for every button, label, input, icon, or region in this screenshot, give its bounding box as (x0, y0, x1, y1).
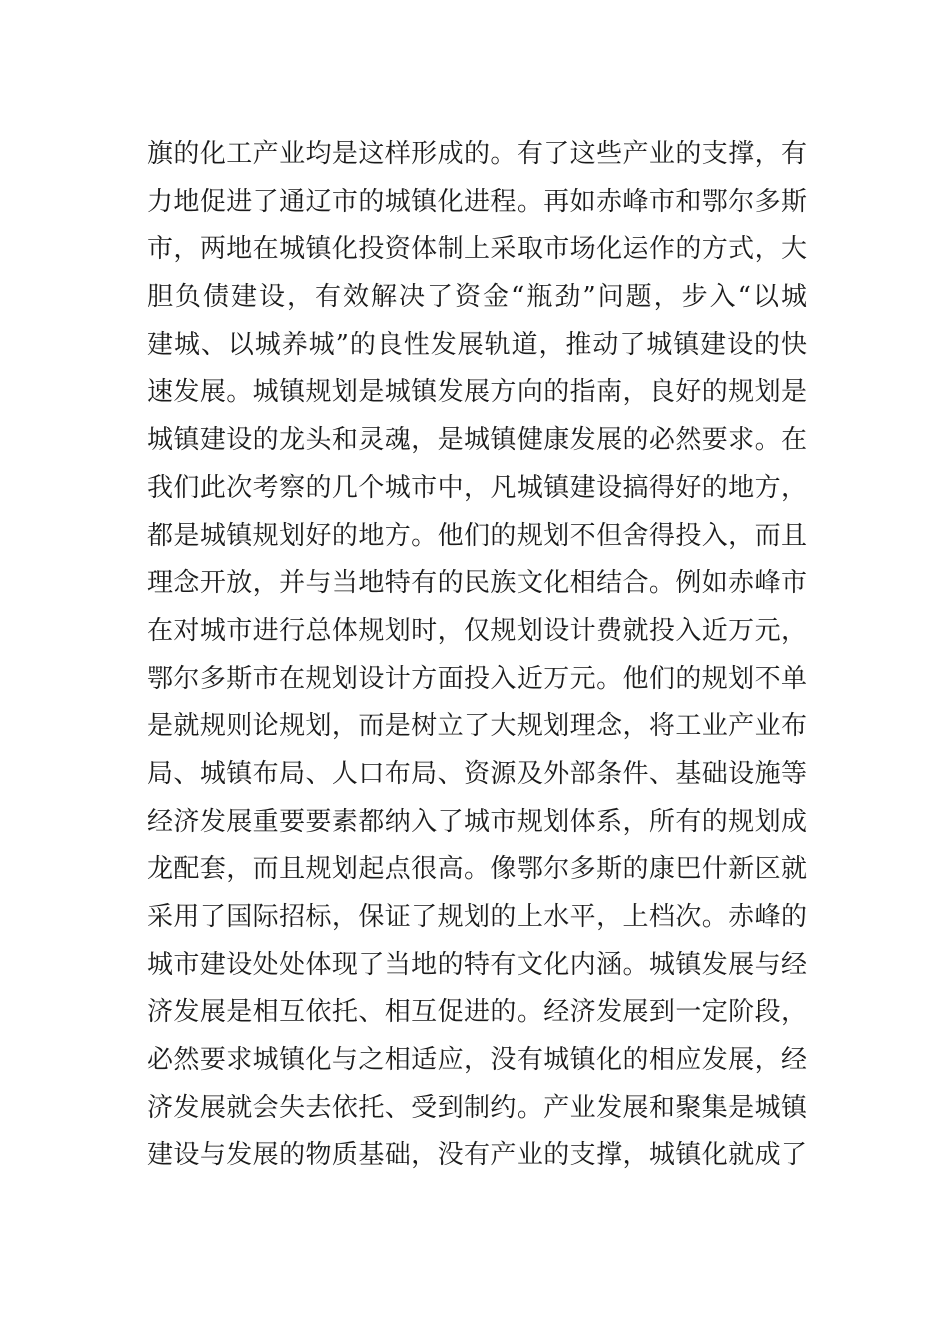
text-line: 城市建设处处体现了当地的特有文化内涵。城镇发展与经 (147, 949, 807, 980)
text-line: 在对城市进行总体规划时，仅规划设计费就投入近万元， (147, 615, 807, 646)
text-line: 胆负债建设，有效解决了资金“瓶劲”问题，步入“以城 (147, 282, 807, 313)
text-line: 鄂尔多斯市在规划设计方面投入近万元。他们的规划不单 (147, 663, 807, 694)
text-line: 旗的化工产业均是这样形成的。有了这些产业的支撑，有 (147, 139, 807, 169)
text-line: 建设与发展的物质基础，没有产业的支撑，城镇化就成了 (147, 1140, 807, 1171)
text-line: 是就规则论规划，而是树立了大规划理念，将工业产业布 (147, 711, 807, 742)
text-line: 济发展就会失去依托、受到制约。产业发展和聚集是城镇 (147, 1092, 807, 1123)
text-line: 理念开放，并与当地特有的民族文化相结合。例如赤峰市 (147, 568, 807, 599)
body-text (147, 131, 807, 1180)
text-line: 速发展。城镇规划是城镇发展方向的指南，良好的规划是 (147, 377, 807, 408)
text-line: 经济发展重要要素都纳入了城市规划体系，所有的规划成 (147, 806, 807, 837)
text-line: 采用了国际招标，保证了规划的上水平，上档次。赤峰的 (147, 902, 807, 932)
text-line: 局、城镇布局、人口布局、资源及外部条件、基础设施等 (147, 758, 807, 789)
text-line: 济发展是相互依托、相互促进的。经济发展到一定阶段， (147, 997, 807, 1028)
text-line: 必然要求城镇化与之相适应，没有城镇化的相应发展，经 (147, 1045, 807, 1076)
text-line: 龙配套，而且规划起点很高。像鄂尔多斯的康巴什新区就 (147, 854, 807, 885)
text-line: 市，两地在城镇化投资体制上采取市场化运作的方式，大 (147, 234, 807, 265)
text-line: 我们此次考察的几个城市中，凡城镇建设搞得好的地方， (147, 472, 807, 503)
text-line: 建城、以城养城”的良性发展轨道，推动了城镇建设的快 (147, 329, 807, 360)
text-line: 都是城镇规划好的地方。他们的规划不但舍得投入，而且 (147, 520, 807, 551)
text-line: 城镇建设的龙头和灵魂，是城镇健康发展的必然要求。在 (147, 425, 807, 456)
text-line: 力地促进了通辽市的城镇化进程。再如赤峰市和鄂尔多斯 (147, 186, 807, 217)
